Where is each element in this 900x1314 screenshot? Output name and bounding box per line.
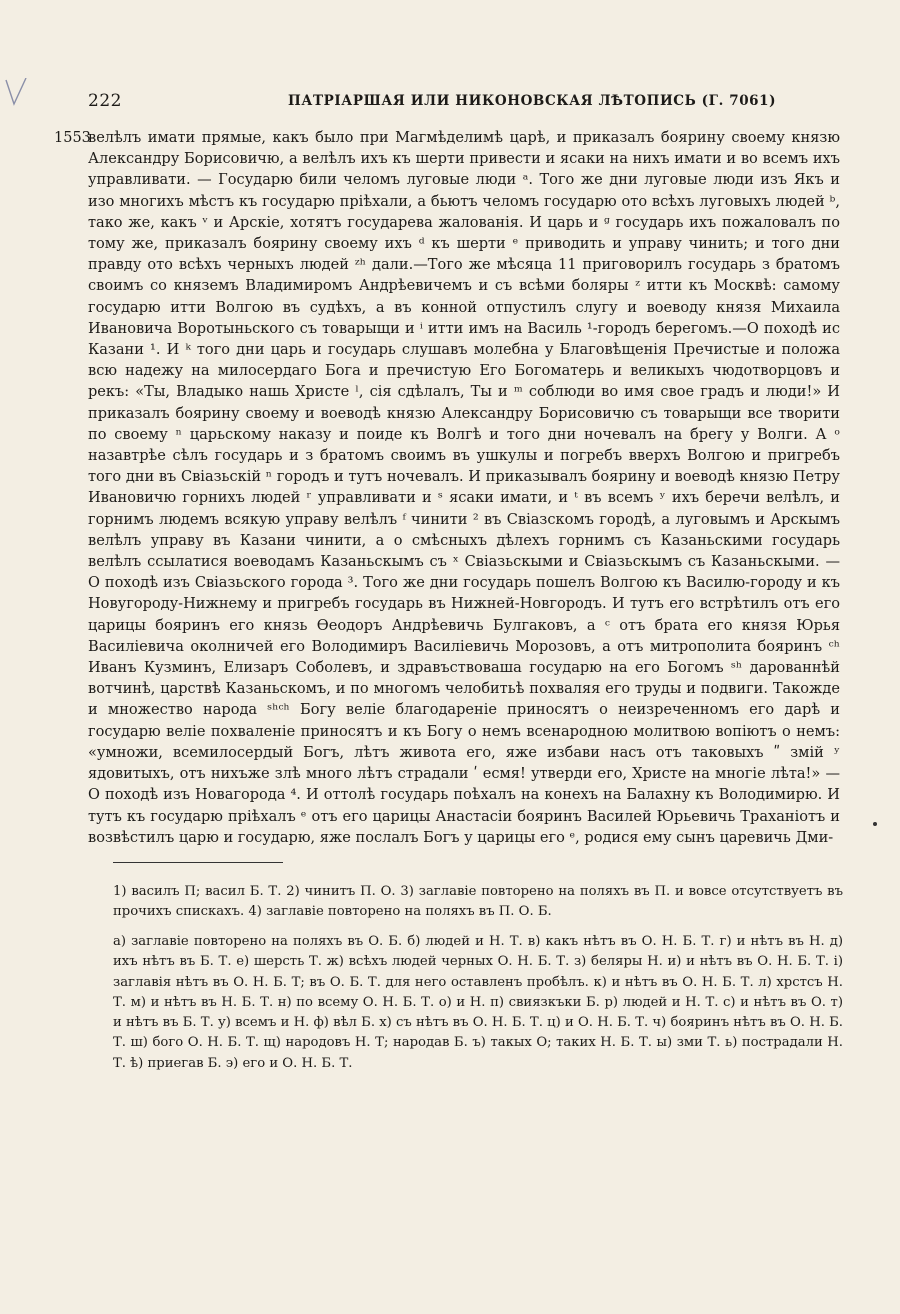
pencil-check-mark (4, 78, 30, 108)
footnotes-lettered: а) заглавіе повторено на поляхъ въ О. Б. б) людей и Н. Т. в) какъ нѣтъ въ О. Н. Б. Т. г) и нѣтъ въ Н. д) ихъ нѣтъ въ Б. Т. е) шерсть Т. ж) всѣхъ людей черных О. Н. Б. Т. з) беляры Н. и) и нѣтъ въ О. Н. Б. Т. і) заглавія нѣтъ въ О. Н. Б. Т; въ О. Б. Т. для него оставленъ пробѣлъ. к) и нѣтъ въ О. Н. Б. Т. л) хрстсъ Н. Т. м) и нѣтъ въ Н. Б. Т. н) по всему О. Н. Б. Т. о) и Н. п) свиязкъки Б. р) людей и Н. Т. с) и нѣтъ въ О. т) и нѣтъ въ Б. Т. у) всемъ и Н. ф) вѣл Б. х) съ нѣтъ въ О. Н. Б. Т. ц) и О. Н. Б. Т. ч) бояринъ нѣтъ въ О. Н. Б. Т. ш) бого О. Н. Б. Т. щ) народовъ Н. Т; народав Б. ъ) такых О; таких Н. Б. Т. ы) зми Т. ь) пострадали Н. Т. ѣ) приегав Б. э) его и О. Н. Б. Т. (113, 934, 843, 1071)
running-title: ПАТРІАРШАЯ ИЛИ НИКОНОВСКАЯ ЛѢТОПИСЬ (Г. 7061) (288, 93, 777, 109)
margin-dot (873, 822, 877, 826)
footnote-rule (113, 862, 283, 863)
page-number: 222 (88, 91, 122, 111)
margin-year: 1553 (54, 130, 91, 146)
main-text: велѣлъ имати прямые, какъ было при Магмѣделимѣ царѣ, и приказалъ боярину своему князю Александру Борисовичю, а велѣлъ ихъ къ шерти привести и ясаки на нихъ имати и во всемъ ихъ управливати. — Государю били челомъ луговые люди ᵃ. Того же дни луговые люди изъ Якъ и изо многихъ мѣстъ къ государю пріѣхали, а бьютъ челомъ государю ото всѣхъ луговыхъ людей ᵇ, тако же, какъ ᵛ и Арскіе, хотятъ государева жалованія. И царь и ᵍ государь ихъ пожаловалъ по тому же, приказалъ боярину своему ихъ ᵈ къ шерти ᵉ приводить и управу чинить; и того дни правду ото всѣхъ черныхъ людей ᶻʰ дали.—Того же мѣсяца 11 приговорилъ государь з братомъ своимъ со княземъ Владимиромъ Андрѣевичемъ и съ всѣми боляры ᶻ итти къ Москвѣ: самому государю итти Волгою въ судѣхъ, а въ конной отпустилъ слугу и воеводу князя Михаила Ивановича Воротыньского съ товарыщи и ⁱ итти имъ на Василь ¹-городъ берегомъ.—О походѣ ис Казани ¹. И ᵏ того дни царь и государь слушавъ молебна у Благовѣщенія Пречистые и положа всю надежу на милосердаго Бога и пречистую Его Богоматерь и великыхъ чюдотворцовъ и рекъ: «Ты, Владыко нашь Христе ˡ, сія сдѣлалъ, Ты и ᵐ соблюди во имя свое градъ и люди!» И приказалъ боярину своему и воеводѣ князю Александру Борисовичю съ товарыщи все творити по своему ⁿ царьскому наказу и поиде къ Волгѣ и того дни ночевалъ на брегу у Волги. А ᵒ назавтрѣе сѣлъ государь и з братомъ своимъ въ ушкулы и погребъ вверхъ Волгою и пригребъ того дни въ Свіазьскій ⁿ городъ и тутъ ночевалъ. И приказывалъ боярину и воеводѣ князю Петру Ивановичю горнихъ людей ʳ управливати и ˢ ясаки имати, и ᵗ въ всемъ ʸ ихъ беречи велѣлъ, и горнимъ людемъ всякую управу велѣлъ ᶠ чинити ² въ Свіазскомъ городѣ, а луговымъ и Арскымъ велѣлъ управу въ Казани чинити, а о смѣсныхъ дѣлехъ горнимъ съ Казаньскими государь велѣлъ ссылатися воеводамъ Казаньскымъ съ ˣ Свіазьскыми и Свіазьскымъ съ Казаньскыми. — О походѣ изъ Свіазьского города ³. Того же дни государь пошелъ Волгою къ Василю-городу и къ Новугороду-Нижнему и пригребъ государь въ Нижней-Новгородъ. И тутъ его встрѣтилъ отъ его царицы бояринъ его князь Ѳеодоръ Андрѣевичь Булгаковъ, а ᶜ отъ брата его князя Юрья Василіевича околничей его Володимиръ Василіевичь Морозовъ, а отъ митрополита бояринъ ᶜʰ Иванъ Кузминъ, Елизаръ Соболевъ, и здравъствоваша государю на его Богомъ ˢʰ дарованнѣй вотчинѣ, царствѣ Казаньскомъ, и по многомъ челобитьѣ похваляя его труды и подвиги. Такожде и множество народа ˢʰᶜʰ Богу веліе благодареніе приносятъ о неизреченномъ его дарѣ и государю веліе похваленіе приносятъ и къ Богу о немъ всенародною молитвою вопіютъ о немъ: «умножи, всемилосердый Богъ, лѣтъ живота его, яже избави насъ отъ таковыхъ ʺ змій ʸ ядовитыхъ, отъ нихъже злѣ много лѣтъ страдали ʹ есмя! утверди его, Христе на многіе лѣта!» — О походѣ изъ Новагорода ⁴. И оттолѣ государь поѣхалъ на конехъ на Балахну къ Володимирю. И тутъ къ государю пріѣхалъ ᵉ отъ его царицы Анастасіи бояринъ Василей Юрьевичь Траханіотъ и возвѣстилъ царю и государю, яже послалъ Богъ у царицы его ᵉ, родися ему сынъ царевичь Дми- (88, 129, 840, 846)
page-header (88, 91, 818, 115)
footnotes-numbered: 1) василъ П; васил Б. Т. 2) чинитъ П. О. 3) заглавіе повторено на поляхъ въ П. и вовсе отсутствуетъ въ прочихъ спискахъ. 4) заглавіе повторено на поляхъ въ П. О. Б. (113, 884, 843, 919)
